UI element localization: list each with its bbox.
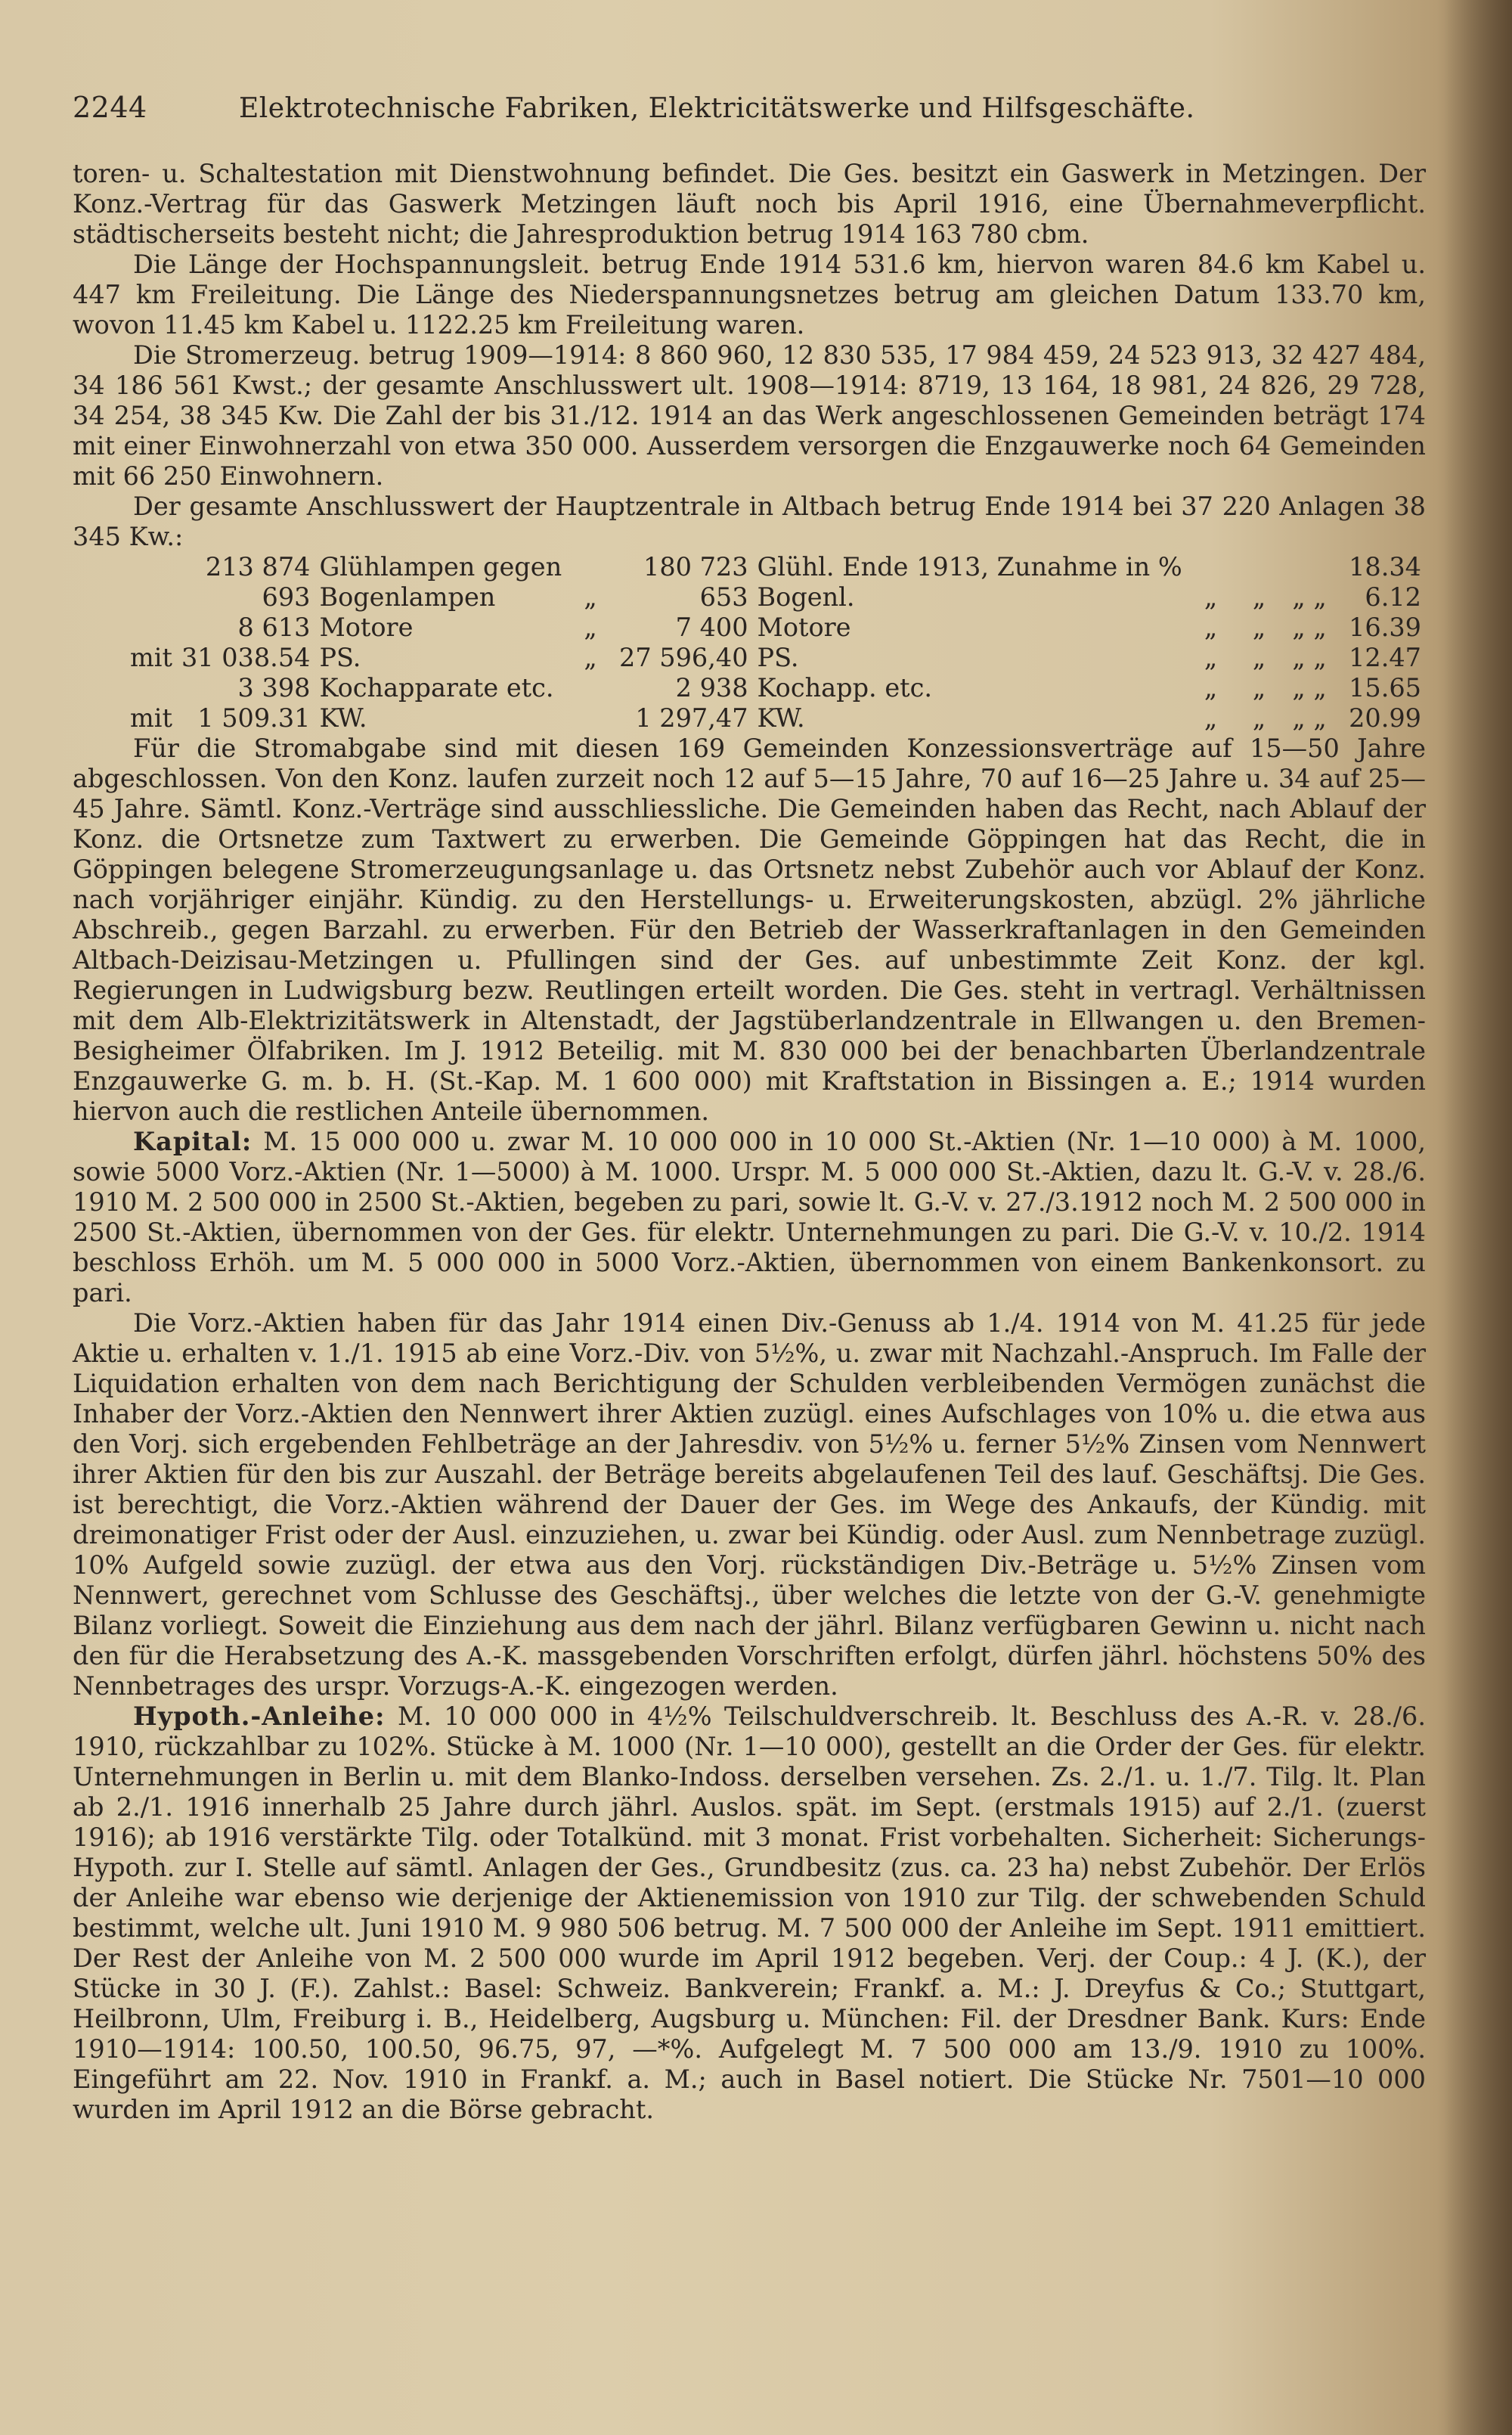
page-number: 2244 bbox=[73, 91, 147, 124]
row-value: 31 038.54 bbox=[181, 643, 311, 672]
paragraph-anschlusswert: Der gesamte Anschlusswert der Hauptzentrale in Altbach betrug Ende 1914 bei 37 220 Anlagen 38 345 Kw.: bbox=[73, 492, 1426, 551]
row-ditto: „ „ bbox=[1292, 643, 1327, 672]
row-percent: 18.34 bbox=[1349, 552, 1421, 582]
row-percent: 6.12 bbox=[1365, 582, 1421, 612]
row-percent: 16.39 bbox=[1349, 613, 1421, 642]
row-ditto: „ „ bbox=[1292, 673, 1327, 703]
row-prev-value: 653 bbox=[699, 582, 748, 612]
row-label: Bogenlampen bbox=[319, 582, 496, 612]
running-header bbox=[73, 91, 1426, 159]
row-ditto: „ „ bbox=[1292, 613, 1327, 642]
anschluss-table bbox=[125, 552, 1426, 734]
paragraph-hochspannung: Die Länge der Hochspannungsleit. betrug Ende 1914 531.6 km, hiervon waren 84.6 km Kabel u. 447 km Freileitung. Die Länge des Niederspannungsnetzes betrug am gleichen Datum 133.70 km, wovon 11.45 km Kabel u. 1122.25 km Freileitung waren. bbox=[73, 250, 1426, 340]
anschluss-row bbox=[125, 613, 1426, 643]
row-label: Glühlampen gegen bbox=[319, 552, 562, 582]
row-percent: 12.47 bbox=[1349, 643, 1421, 672]
anschluss-row bbox=[125, 643, 1426, 673]
paragraph-vorzugsaktien: Die Vorz.-Aktien haben für das Jahr 1914 einen Div.-Genuss ab 1./4. 1914 von M. 41.25 für jede Aktie u. erhalten v. 1./1. 1915 ab eine Vorz.-Div. von 5½%, u. zwar mit Nachzahl.-Anspruch. Im Falle der Liquidation erhalten von dem nach Berichtigung der Schulden verbleibenden Vermögen zunächst die Inhaber der Vorz.-Aktien den Nennwert ihrer Aktien zuzügl. eines Aufschlages von 10% u. die etwa aus den Vorj. sich ergebenden Fehlbeträge an der Jahresdiv. von 5½% u. ferner 5½% Zinsen vom Nennwert ihrer Aktien für den bis zur Auszahl. der Beträge bereits abgelaufenen Teil des lauf. Geschäftsj. Die Ges. ist berechtigt, die Vorz.-Aktien während der Dauer der Ges. im Wege des Ankaufs, der Kündig. mit dreimonatiger Frist oder der Ausl. einzuziehen, u. zwar bei Kündig. oder Ausl. zum Nennbetrage zuzügl. 10% Aufgeld sowie zuzügl. der etwa aus den Vorj. rückständigen Div.-Beträge u. 5½% Zinsen vom Nennwert, gerechnet vom Schlusse des Geschäftsj., über welches die letzte von der G.-V. genehmigte Bilanz vorliegt. Soweit die Einziehung aus dem nach der jährl. Bilanz verfügbaren Gewinn u. nicht nach den für die Herabsetzung des A.-K. massgebenden Vorschriften erfolgt, dürfen jährl. höchstens 50% des Nennbetrages des urspr. Vorzugs-A.-K. eingezogen werden. bbox=[73, 1308, 1426, 1701]
anschluss-row bbox=[125, 582, 1426, 613]
row-ditto: „ bbox=[1204, 673, 1218, 703]
anschluss-table-body bbox=[125, 552, 1426, 734]
paragraph-stromerzeugung: Die Stromerzeug. betrug 1909—1914: 8 860 960, 12 830 535, 17 984 459, 24 523 913, 32 427 484, 34 186 561 Kwst.; der gesamte Anschlusswert ult. 1908—1914: 8719, 13 164, 18 981, 24 826, 29 728, 34 254, 38 345 Kw. Die Zahl der bis 31./12. 1914 an das Werk angeschlossenen Gemeinden beträgt 174 mit einer Einwohnerzahl von etwa 350 000. Ausserdem versorgen die Enzgauwerke noch 64 Gemeinden mit 66 250 Einwohnern. bbox=[73, 340, 1426, 491]
row-ditto: „ bbox=[584, 582, 597, 612]
row-ditto bbox=[1235, 552, 1284, 582]
row-prev-label: Glühl. Ende 1913, Zunahme in % bbox=[757, 552, 1182, 582]
row-prev-value: 1 297,47 bbox=[635, 703, 748, 733]
paragraph-stromabgabe: Für die Stromabgabe sind mit diesen 169 Gemeinden Konzessionsverträge auf 15—50 Jahre abgeschlossen. Von den Konz. laufen zurzeit noch 12 auf 5—15 Jahre, 70 auf 16—25 Jahre u. 34 auf 25—45 Jahre. Sämtl. Konz.-Verträge sind ausschliessliche. Die Gemeinden haben das Recht, nach Ablauf der Konz. die Ortsnetze zum Taxtwert zu erwerben. Die Gemeinde Göppingen hat das Recht, die in Göppingen belegene Stromerzeugungsanlage u. das Ortsnetz nebst Zubehör auch vor Ablauf der Konz. nach vorjähriger einjähr. Kündig. zu den Herstellungs- u. Erweiterungskosten, abzügl. 2% jährliche Abschreib., gegen Barzahl. zu erwerben. Für den Betrieb der Wasserkraftanlagen in den Gemeinden Altbach-Deizisau-Metzingen u. Pfullingen sind der Ges. auf unbestimmte Zeit Konz. der kgl. Regierungen in Ludwigsburg bezw. Reutlingen erteilt worden. Die Ges. steht in vertragl. Verhältnissen mit dem Alb-Elektrizitätswerk in Altenstadt, der Jagstüberlandzentrale in Ellwangen u. den Bremen-Besigheimer Ölfabriken. Im J. 1912 Beteilig. mit M. 830 000 bei der benachbarten Überlandzentrale Enzgauwerke G. m. b. H. (St.-Kap. M. 1 600 000) mit Kraftstation in Bissingen a. E.; 1914 wurden hiervon auch die restlichen Anteile übernommen. bbox=[73, 734, 1426, 1126]
row-ditto: „ „ bbox=[1292, 703, 1327, 733]
row-prev-value: 180 723 bbox=[643, 552, 748, 582]
row-prev-label: PS. bbox=[757, 643, 799, 672]
row-prev-value: 27 596,40 bbox=[619, 643, 748, 672]
row-prefix bbox=[125, 613, 177, 643]
row-ditto: „ bbox=[584, 643, 597, 672]
row-prev-label: KW. bbox=[757, 703, 805, 733]
row-ditto: „ bbox=[1252, 613, 1266, 642]
paragraph-anleihe bbox=[73, 1701, 1426, 2125]
row-ditto: „ bbox=[1204, 643, 1218, 672]
row-ditto bbox=[1187, 552, 1235, 582]
paragraph-kapital bbox=[73, 1127, 1426, 1308]
page-content bbox=[73, 91, 1426, 2125]
row-ditto bbox=[566, 703, 615, 734]
kapital-text: M. 15 000 000 u. zwar M. 10 000 000 in 10 000 St.-Aktien (Nr. 1—10 000) à M. 1000, sowie 5000 Vorz.-Aktien (Nr. 1—5000) à M. 1000. Urspr. M. 5 000 000 St.-Aktien, dazu lt. G.-V. v. 28./6. 1910 M. 2 500 000 in 2500 St.-Aktien, begeben zu pari, sowie lt. G.-V. v. 27./3.1912 noch M. 2 500 000 in 2500 St.-Aktien, übernommen von der Ges. für elektr. Unternehmungen zu pari. Die G.-V. v. 10./2. 1914 beschloss Erhöh. um M. 5 000 000 in 5000 Vorz.-Aktien, übernommen von einem Bankenkonsort. zu pari. bbox=[73, 1127, 1426, 1307]
row-ditto bbox=[1283, 552, 1335, 582]
row-value: 8 613 bbox=[237, 613, 311, 642]
row-prefix bbox=[125, 552, 177, 582]
anleihe-text: M. 10 000 000 in 4½% Teilschuldverschreib. lt. Beschluss des A.-R. v. 28./6. 1910, rückzahlbar zu 102%. Stücke à M. 1000 (Nr. 1—10 000), gestellt an die Order der Ges. für elektr. Unternehmungen in Berlin u. mit dem Blanko-Indoss. derselben versehen. Zs. 2./1. u. 1./7. Tilg. lt. Plan ab 2./1. 1916 innerhalb 25 Jahre durch jährl. Auslos. spät. im Sept. (erstmals 1915) auf 2./1. (zuerst 1916); ab 1916 verstärkte Tilg. oder Totalkünd. mit 3 monat. Frist vorbehalten. Sicherheit: Sicherungs-Hypoth. zur I. Stelle auf sämtl. Anlagen der Ges., Grundbesitz (zus. ca. 23 ha) nebst Zubehör. Der Erlös der Anleihe war ebenso wie derjenige der Aktienemission von 1910 zur Tilg. der schwebenden Schuld bestimmt, welche ult. Juni 1910 M. 9 980 506 betrug. M. 7 500 000 der Anleihe im Sept. 1911 emittiert. Der Rest der Anleihe von M. 2 500 000 wurde im April 1912 begeben. Verj. der Coup.: 4 J. (K.), der Stücke in 30 J. (F.). Zahlst.: Basel: Schweiz. Bankverein; Frankf. a. M.: J. Dreyfus & Co.; Stuttgart, Heilbronn, Ulm, Freiburg i. B., Heidelberg, Augsburg u. München: Fil. der Dresdner Bank. Kurs: Ende 1910—1914: 100.50, 100.50, 96.75, 97, —*%. Aufgelegt M. 7 500 000 am 13./9. 1910 zu 100%. Eingeführt am 22. Nov. 1910 in Frankf. a. M.; auch in Basel notiert. Die Stücke Nr. 7501—10 000 wurden im April 1912 an die Börse gebracht. bbox=[73, 1701, 1426, 2124]
row-ditto bbox=[566, 552, 615, 582]
row-ditto: „ „ bbox=[1292, 582, 1327, 612]
row-value: 3 398 bbox=[237, 673, 311, 703]
row-prev-label: Motore bbox=[757, 613, 851, 642]
row-prev-label: Bogenl. bbox=[757, 582, 855, 612]
row-percent: 20.99 bbox=[1349, 703, 1421, 733]
row-ditto: „ bbox=[1252, 582, 1266, 612]
row-prefix bbox=[125, 673, 177, 703]
row-prev-label: Kochapp. etc. bbox=[757, 673, 933, 703]
row-ditto: „ bbox=[1204, 582, 1218, 612]
row-label: PS. bbox=[319, 643, 361, 672]
paragraph-gaswerk: toren- u. Schaltestation mit Dienstwohnung befindet. Die Ges. besitzt ein Gaswerk in Metzingen. Der Konz.-Vertrag für das Gaswerk Metzingen läuft noch bis April 1916, eine Übernahmeverpflicht. städtischerseits besteht nicht; die Jahresproduktion betrug 1914 163 780 cbm. bbox=[73, 159, 1426, 249]
row-ditto: „ bbox=[1204, 613, 1218, 642]
kapital-lead: Kapital: bbox=[133, 1127, 253, 1156]
row-ditto: „ bbox=[1204, 703, 1218, 733]
row-ditto: „ bbox=[1252, 703, 1266, 733]
row-value: 1 509.31 bbox=[197, 703, 311, 733]
row-value: 213 874 bbox=[205, 552, 311, 582]
row-label: KW. bbox=[319, 703, 367, 733]
row-prefix: mit bbox=[130, 703, 172, 733]
running-title: Elektrotechnische Fabriken, Elektricitätswerke und Hilfsgeschäfte. bbox=[239, 93, 1195, 124]
anleihe-lead: Hypoth.-Anleihe: bbox=[133, 1701, 386, 1731]
row-value: 693 bbox=[262, 582, 311, 612]
row-ditto: „ bbox=[1252, 673, 1266, 703]
page-edge-shadow bbox=[1444, 0, 1512, 2435]
row-label: Motore bbox=[319, 613, 414, 642]
row-ditto bbox=[566, 673, 615, 703]
row-ditto: „ bbox=[1252, 643, 1266, 672]
anschluss-row bbox=[125, 673, 1426, 703]
row-ditto: „ bbox=[584, 613, 597, 642]
row-prefix bbox=[125, 582, 177, 613]
row-prev-value: 7 400 bbox=[675, 613, 748, 642]
row-prefix: mit bbox=[130, 643, 172, 672]
row-percent: 15.65 bbox=[1349, 673, 1421, 703]
anschluss-row bbox=[125, 703, 1426, 734]
row-label: Kochapparate etc. bbox=[319, 673, 554, 703]
anschluss-row bbox=[125, 552, 1426, 582]
row-prev-value: 2 938 bbox=[675, 673, 748, 703]
